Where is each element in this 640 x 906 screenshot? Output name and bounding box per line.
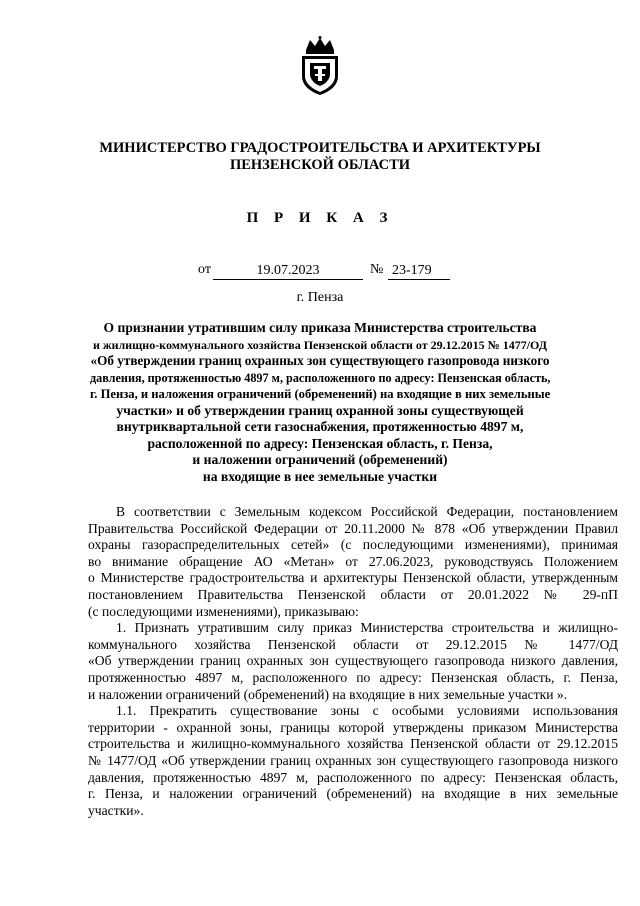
ministry-line: МИНИСТЕРСТВО ГРАДОСТРОИТЕЛЬСТВА И АРХИТЕКТУРЫ [99, 140, 541, 156]
title-line: внутриквартальной сети газоснабжения, протяженностью 4897 м, [116, 419, 524, 434]
order-number: 23-179 [388, 262, 450, 280]
title-line: и жилищно-коммунального хозяйства Пензенской области от 29.12.2015 № 1477/ОД [92, 337, 548, 352]
order-body [88, 504, 618, 819]
title-line: О признании утратившим силу приказа Министерства строительства [103, 320, 537, 335]
body-line: г. Пенза, и наложении ограничений (обременений) на входящие в них земельные [88, 786, 618, 802]
title-line: давления, протяженностью 4897 м, расположенного по адресу: Пензенская область, [90, 370, 551, 385]
body-line: Правительства Российской Федерации от 20.11.2000 № 878 «Об утверждении Правил [88, 520, 618, 536]
date-number-line [0, 262, 640, 282]
from-label: от [198, 262, 211, 277]
city: г. Пенза [296, 290, 344, 305]
body-line: «Об утверждении границ охранных зон существующего газопровода низкого давления, [88, 653, 618, 669]
title-line: «Об утверждении границ охранных зон существующего газопровода низкого [90, 353, 550, 368]
coat-of-arms-icon [296, 36, 344, 96]
body-line: охраны газораспределительных сетей» (с последующими изменениями), принимая [88, 537, 618, 553]
ministry-name [60, 140, 580, 174]
paragraph-preamble [88, 504, 618, 620]
title-line: участки» и об утверждении границ охранной зоны существующей [116, 402, 524, 418]
number-label: № [370, 262, 384, 277]
paragraph-item-1-1 [88, 703, 618, 819]
ministry-line: ПЕНЗЕНСКОЙ ОБЛАСТИ [229, 157, 411, 173]
title-line: г. Пенза, и наложения ограничений (обременений) на входящие в них земельные [90, 387, 551, 401]
order-title [90, 320, 550, 485]
body-line: В соответствии с Земельным кодексом Российской Федерации, постановлением [116, 504, 618, 519]
body-line: территории - охранной зоны, границы которой утверждены приказом Министерства [88, 719, 618, 735]
body-line: во внимание обращение АО «Метан» от 27.06.2023, руководствуясь Положением [88, 553, 618, 569]
body-line: постановлением Правительства Пензенской области от 20.01.2022 № 29-пП [88, 586, 618, 602]
title-line: и наложении ограничений (обременений) [192, 452, 448, 467]
order-date: 19.07.2023 [213, 262, 363, 280]
document-type: П Р И К А З [246, 210, 394, 226]
body-line: 1.1. Прекратить существование зоны с особыми условиями использования [116, 703, 618, 719]
body-line: № 1477/ОД «Об утверждении границ охранных зон существующего газопровода низкого [88, 752, 618, 768]
paragraph-item-1 [88, 620, 618, 703]
body-line: протяженностью 4897 м, расположенного по адресу: Пензенская область, г. Пенза, [88, 669, 618, 685]
body-line: и наложении ограничений (обременений) на входящие в них земельные участки ». [88, 686, 568, 702]
body-line: участки». [88, 802, 144, 818]
title-line: на входящие в нее земельные участки [202, 468, 438, 484]
body-line: 1. Признать утратившим силу приказ Министерства строительства и жилищно- [116, 620, 618, 636]
body-line: коммунального хозяйства Пензенской области от 29.12.2015 № 1477/ОД [88, 636, 618, 652]
body-line: давления, протяженностью 4897 м, расположенного по адресу: Пензенская область, [88, 769, 618, 785]
title-line: расположенной по адресу: Пензенская область, г. Пенза, [147, 435, 493, 451]
body-line: строительства и жилищно-коммунального хозяйства Пензенской области от 29.12.2015 [88, 736, 618, 752]
body-line: (с последующими изменениями), приказываю: [88, 603, 359, 619]
body-line: о Министерстве градостроительства и архитектуры Пензенской области, утвержденным [88, 570, 618, 586]
